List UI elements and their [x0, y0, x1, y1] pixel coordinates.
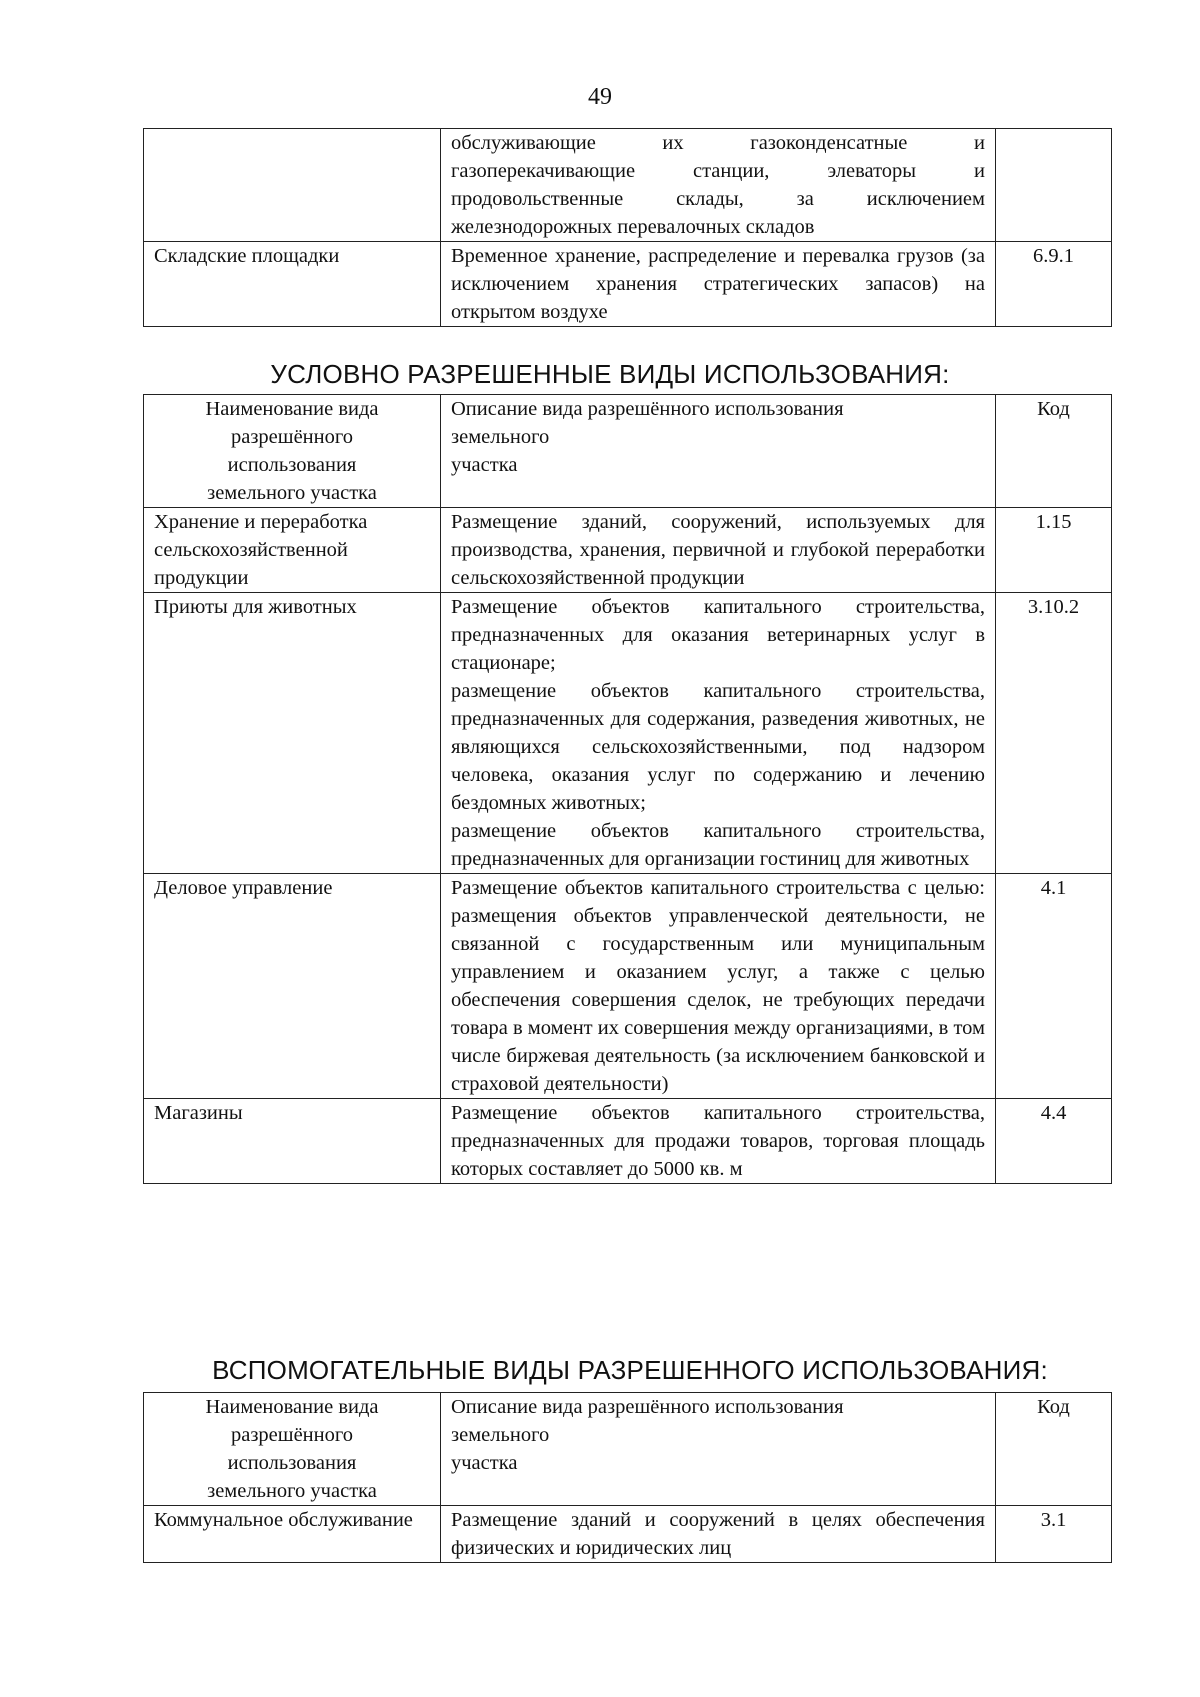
description-cell — [441, 1099, 996, 1184]
name-cell — [144, 129, 441, 242]
description-paragraph: размещение объектов капитального строительства, предназначенных для организации гостиниц для животных — [451, 820, 985, 870]
header-line: Описание вида разрешённого использования — [451, 1396, 844, 1418]
name-cell: Деловое управление — [144, 874, 441, 1099]
table-row — [144, 129, 1112, 242]
header-code-cell: Код — [996, 1393, 1112, 1506]
name-cell: Складские площадки — [144, 242, 441, 327]
header-line: разрешённого — [230, 426, 354, 448]
header-line: земельного участка — [207, 1480, 377, 1502]
header-line: земельного — [451, 426, 550, 448]
code-cell: 3.10.2 — [996, 593, 1112, 874]
header-name-cell — [144, 395, 441, 508]
description-paragraph: Временное хранение, распределение и перевалка грузов (за исключением хранения стратегических запасов) на открытом воздухе — [451, 245, 985, 323]
header-name-cell — [144, 1393, 441, 1506]
header-line: Наименование вида — [205, 1396, 379, 1418]
header-line: разрешённого — [230, 1424, 354, 1446]
conditional-uses-table — [143, 394, 1112, 1184]
section-title-conditional: УСЛОВНО РАЗРЕШЕННЫЕ ВИДЫ ИСПОЛЬЗОВАНИЯ: — [270, 359, 950, 389]
description-cell — [441, 874, 996, 1099]
header-code-cell: Код — [996, 395, 1112, 508]
header-line: участка — [451, 454, 518, 476]
header-line: земельного — [451, 1424, 550, 1446]
code-cell — [996, 129, 1112, 242]
description-paragraph: размещение объектов капитального строительства, предназначенных для содержания, разведения животных, не являющихся сельскохозяйственными, под надзором человека, оказания услуг по содержанию и лечению бездомных животных; — [451, 680, 985, 814]
header-description-cell — [441, 395, 996, 508]
page-number: 49 — [588, 84, 612, 110]
table-header-row — [144, 395, 1112, 508]
description-paragraph: Размещение зданий, сооружений, используемых для производства, хранения, первичной и глубокой переработки сельскохозяйственной продукции — [451, 511, 985, 589]
header-description-cell — [441, 1393, 996, 1506]
description-paragraph: Размещение зданий и сооружений в целях обеспечения физических и юридических лиц — [451, 1509, 985, 1559]
table-row — [144, 508, 1112, 593]
description-cell — [441, 129, 996, 242]
name-cell: Коммунальное обслуживание — [144, 1506, 441, 1563]
description-paragraph: обслуживающие их газоконденсатные и газоперекачивающие станции, элеваторы и продовольственные склады, за исключением железнодорожных перевалочных складов — [451, 132, 985, 238]
table-row — [144, 593, 1112, 874]
description-paragraph: Размещение объектов капитального строительства с целью: размещения объектов управленческой деятельности, не связанной с государственным или муниципальным управлением и оказанием услуг, а также с целью обеспечения совершения сделок, не требующих передачи товара в момент их совершения между организациями, в том числе биржевая деятельность (за исключением банковской и страховой деятельности) — [451, 877, 985, 1095]
header-line: использования — [227, 1452, 357, 1474]
description-cell — [441, 1506, 996, 1563]
table-row — [144, 1099, 1112, 1184]
table-header-row — [144, 1393, 1112, 1506]
description-cell — [441, 593, 996, 874]
code-cell: 4.4 — [996, 1099, 1112, 1184]
description-cell — [441, 508, 996, 593]
header-line: земельного участка — [207, 482, 377, 504]
name-cell: Приюты для животных — [144, 593, 441, 874]
name-cell: Хранение и переработка сельскохозяйственной продукции — [144, 508, 441, 593]
code-cell: 4.1 — [996, 874, 1112, 1099]
description-cell — [441, 242, 996, 327]
code-cell: 6.9.1 — [996, 242, 1112, 327]
table-row — [144, 1506, 1112, 1563]
table-row — [144, 242, 1112, 327]
description-paragraph: Размещение объектов капитального строительства, предназначенных для продажи товаров, торговая площадь которых составляет до 5000 кв. м — [451, 1102, 985, 1180]
continuation-table — [143, 128, 1112, 327]
auxiliary-uses-table — [143, 1392, 1112, 1563]
code-cell: 1.15 — [996, 508, 1112, 593]
header-line: Наименование вида — [205, 398, 379, 420]
table-row — [144, 874, 1112, 1099]
section-title-auxiliary: ВСПОМОГАТЕЛЬНЫЕ ВИДЫ РАЗРЕШЕННОГО ИСПОЛЬЗОВАНИЯ: — [212, 1355, 1048, 1385]
code-cell: 3.1 — [996, 1506, 1112, 1563]
description-paragraph: Размещение объектов капитального строительства, предназначенных для оказания ветеринарных услуг в стационаре; — [451, 596, 985, 674]
name-cell: Магазины — [144, 1099, 441, 1184]
header-line: Описание вида разрешённого использования — [451, 398, 844, 420]
header-line: участка — [451, 1452, 518, 1474]
header-line: использования — [227, 454, 357, 476]
